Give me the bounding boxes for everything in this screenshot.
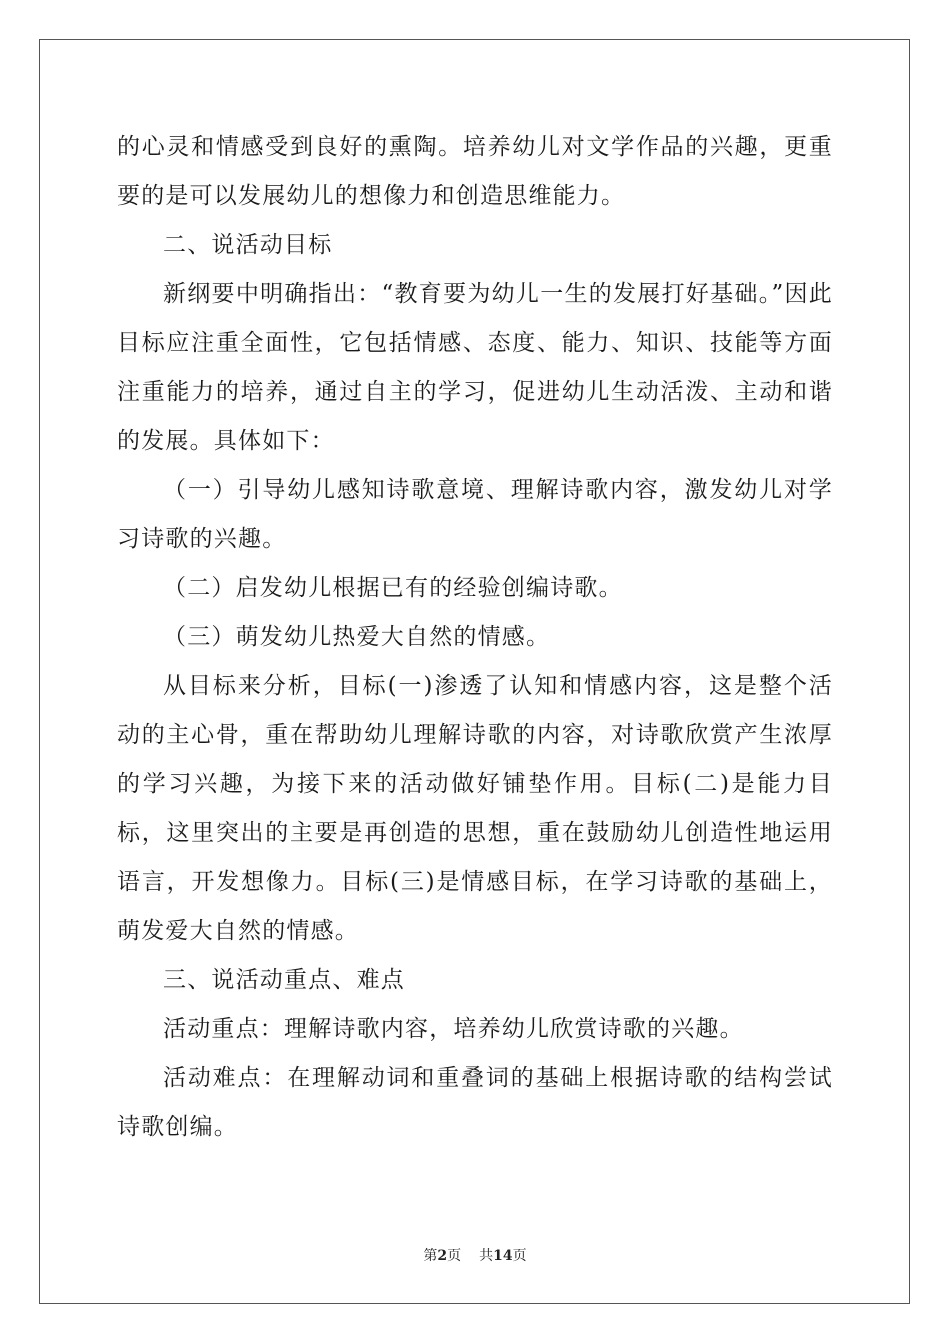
goal-item-1: （一）引导幼儿感知诗歌意境、理解诗歌内容，激发幼儿对学习诗歌的兴趣。 (117, 477, 833, 552)
footer-total-pages: 14 (493, 1248, 513, 1264)
paragraph-1: 的心灵和情感受到良好的熏陶。培养幼儿对文学作品的兴趣，更重要的是可以发展幼儿的想像力和创造思维能力。 (117, 134, 833, 209)
document-body (117, 123, 833, 1152)
paragraph-guideline: 新纲要中明确指出：“教育要为幼儿一生的发展打好基础。”因此目标应注重全面性，它包括情感、态度、能力、知识、技能等方面注重能力的培养，通过自主的学习，促进幼儿生动活泼、主动和谐的发展。具体如下： (117, 281, 833, 454)
section-heading-goals: 二、说活动目标 (163, 232, 333, 258)
paragraph-analysis: 从目标来分析，目标(一)渗透了认知和情感内容，这是整个活动的主心骨，重在帮助幼儿理解诗歌的内容，对诗歌欣赏产生浓厚的学习兴趣，为接下来的活动做好铺垫作用。目标(二)是能力目标，这里突出的主要是再创造的思想，重在鼓励幼儿创造性地运用语言，开发想像力。目标(三)是情感目标，在学习诗歌的基础上，萌发爱大自然的情感。 (117, 673, 833, 944)
difficult-point: 活动难点：在理解动词和重叠词的基础上根据诗歌的结构尝试诗歌创编。 (117, 1065, 833, 1140)
footer-total-prefix: 共 (479, 1248, 494, 1264)
goal-item-3: （三）萌发幼儿热爱大自然的情感。 (163, 624, 551, 650)
key-point: 活动重点：理解诗歌内容，培养幼儿欣赏诗歌的兴趣。 (163, 1016, 744, 1042)
footer-page-suffix: 页 (447, 1248, 462, 1264)
footer-page-number: 2 (437, 1248, 448, 1264)
goal-item-2: （二）启发幼儿根据已有的经验创编诗歌。 (163, 575, 623, 601)
footer-total-suffix: 页 (512, 1248, 527, 1264)
section-heading-key-points: 三、说活动重点、难点 (163, 967, 405, 993)
footer-page-prefix: 第 (423, 1248, 438, 1264)
page-footer (0, 1245, 950, 1265)
